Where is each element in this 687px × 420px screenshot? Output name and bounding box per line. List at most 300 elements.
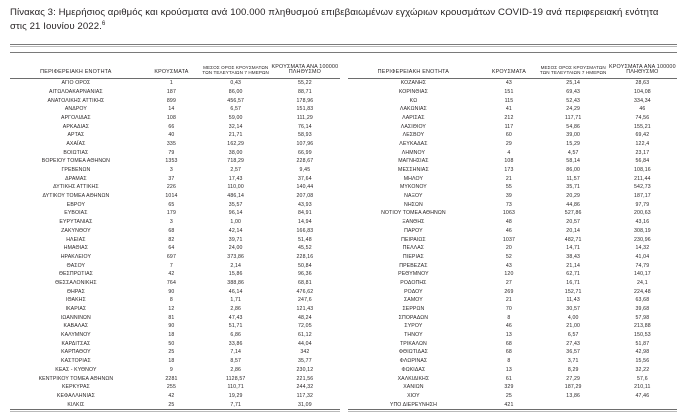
cell-region: ΕΥΒΟΙΑΣ <box>64 210 88 217</box>
table-row <box>10 96 340 105</box>
cell-cases: 4 <box>507 149 511 156</box>
cell-per100k: 476,62 <box>296 288 314 295</box>
cell-cases: 8 <box>507 314 511 321</box>
table-row <box>348 78 678 87</box>
cell-avg7: 24,00 <box>228 245 243 252</box>
cell-per100k: 117,32 <box>296 392 314 399</box>
cell-avg7: 20,57 <box>566 219 581 226</box>
table-row <box>10 174 340 183</box>
cell-cases: 25 <box>142 400 201 409</box>
cell-region: ΔΥΤΙΚΟΥ ΤΟΜΕΑ ΑΘΗΝΩΝ <box>42 193 110 200</box>
cell-cases: 13 <box>505 366 512 373</box>
table-row <box>10 357 340 366</box>
cell-region: ΦΩΚΙΔΑΣ <box>401 366 426 373</box>
cell-per100k: 308,19 <box>633 227 651 234</box>
table-row <box>348 366 678 375</box>
cell-region: ΑΙΤΩΛΟΑΚΑΡΝΑΝΙΑΣ <box>49 88 103 95</box>
cell-region: ΡΕΘΥΜΝΟΥ <box>398 271 429 278</box>
cell-per100k: 178,96 <box>296 97 314 104</box>
cell-per100k: 41,04 <box>635 253 650 260</box>
cell-avg7: 13,86 <box>566 392 581 399</box>
cell-per100k: 48,24 <box>298 314 312 321</box>
cell-avg7: 0,43 <box>230 80 242 87</box>
table-row <box>348 383 678 392</box>
cell-cases: 64 <box>168 245 175 252</box>
table-row <box>10 392 340 401</box>
cell-avg7 <box>539 400 608 409</box>
cell-region: ΗΜΑΘΙΑΣ <box>63 245 89 252</box>
cell-cases: 179 <box>166 210 176 217</box>
cell-avg7: 42,14 <box>228 227 243 234</box>
cell-avg7: 2,86 <box>230 366 242 373</box>
cell-region: ΤΡΙΚΑΛΩΝ <box>399 340 427 347</box>
left-table-wrapper <box>10 58 344 412</box>
right-table-bottom-rule <box>348 410 678 412</box>
cell-cases: 27 <box>505 279 512 286</box>
table-row <box>348 261 678 270</box>
rule-second <box>10 52 677 53</box>
cell-cases: 82 <box>168 236 175 243</box>
cell-avg7: 2,86 <box>230 306 242 313</box>
cell-cases: 8 <box>507 358 511 365</box>
left-data-table <box>10 58 340 410</box>
cell-avg7: 30,57 <box>566 306 581 313</box>
cell-avg7: 4,57 <box>567 149 579 156</box>
cell-cases: 329 <box>504 384 514 391</box>
cell-cases: 68 <box>168 227 175 234</box>
right-table-header <box>348 58 678 79</box>
table-row <box>348 313 678 322</box>
cell-avg7: 54,86 <box>566 123 581 130</box>
cell-avg7: 51,71 <box>228 323 243 330</box>
cell-region: ΑΧΑΪΑΣ <box>66 140 86 147</box>
cell-avg7: 86,00 <box>566 167 581 174</box>
cell-per100k: 244,32 <box>296 384 314 391</box>
cell-avg7: 15,86 <box>228 271 243 278</box>
cell-cases: 81 <box>168 314 175 321</box>
cell-region: ΔΡΑΜΑΣ <box>65 175 87 182</box>
table-row <box>348 235 678 244</box>
cell-region: ΘΕΣΠΡΩΤΙΑΣ <box>58 271 93 278</box>
cell-cases: 18 <box>168 332 175 339</box>
table-row <box>10 88 340 97</box>
table-row <box>348 400 678 409</box>
cell-region: ΛΑΡΙΣΑΣ <box>402 114 425 121</box>
cell-region: ΧΑΛΚΙΔΙΚΗΣ <box>397 375 430 382</box>
cell-region: ΞΑΝΘΗΣ <box>402 219 425 226</box>
cell-region: ΚΕΝΤΡΙΚΟΥ ΤΟΜΕΑ ΑΘΗΝΩΝ <box>38 375 114 382</box>
cell-avg7: 24,29 <box>566 106 581 113</box>
table-row <box>10 192 340 201</box>
cell-per100k: 207,08 <box>296 193 314 200</box>
cell-per100k: 43,93 <box>298 201 312 208</box>
cell-avg7: 35,71 <box>566 184 581 191</box>
cell-avg7: 59,00 <box>228 114 243 121</box>
cell-avg7: 39,71 <box>228 236 243 243</box>
cell-cases: 20 <box>505 245 512 252</box>
cell-avg7: 21,14 <box>566 262 581 269</box>
cell-cases: 55 <box>505 184 512 191</box>
cell-avg7: 456,57 <box>227 97 245 104</box>
header-avg7-line1: ΜΕΣΟΣ ΟΡΟΣ ΚΡΟΥΣΜΑΤΩΝ <box>203 64 269 70</box>
cell-cases: 12 <box>168 306 175 313</box>
cell-per100k: 14,32 <box>635 245 650 252</box>
cell-cases: 52 <box>505 253 512 260</box>
header-per100k-line1: ΚΡΟΥΣΜΑΤΑ ΑΝΑ 100000 <box>271 63 339 70</box>
cell-per100k: 74,79 <box>635 262 650 269</box>
cell-region: ΛΑΚΩΝΙΑΣ <box>399 106 427 113</box>
cell-avg7: 7,71 <box>201 400 270 409</box>
cell-region: ΒΟΡΕΙΟΥ ΤΟΜΕΑ ΑΘΗΝΩΝ <box>41 158 111 165</box>
cell-cases: 3 <box>169 219 173 226</box>
cell-cases: 73 <box>505 201 512 208</box>
cell-cases: 1353 <box>165 158 178 165</box>
table-row <box>348 88 678 97</box>
header-avg7-line1: ΜΕΣΟΣ ΟΡΟΣ ΚΡΟΥΣΜΑΤΩΝ <box>540 64 606 70</box>
cell-avg7: 14,71 <box>566 245 581 252</box>
cell-avg7: 187,29 <box>564 384 582 391</box>
cell-per100k: 69,42 <box>635 132 650 139</box>
table-row <box>10 244 340 253</box>
cell-cases: 117 <box>504 123 514 130</box>
cell-region: ΚΟΖΑΝΗΣ <box>400 80 427 87</box>
cell-cases: 50 <box>168 340 175 347</box>
cell-avg7: 4,00 <box>567 314 579 321</box>
table-row <box>348 96 678 105</box>
cell-cases: 61 <box>505 375 512 382</box>
cell-per100k: 76,14 <box>298 123 312 130</box>
cell-avg7: 1,71 <box>230 297 242 304</box>
table-row <box>348 253 678 262</box>
cell-avg7: 6,57 <box>230 106 242 113</box>
header-avg7 <box>201 58 270 79</box>
cell-region: ΠΙΕΡΙΑΣ <box>402 253 424 260</box>
cell-region: ΙΚΑΡΙΑΣ <box>65 306 87 313</box>
cell-per100k: 44,04 <box>298 340 312 347</box>
cell-per100k: 122,4 <box>635 140 650 147</box>
cell-avg7: 110,00 <box>227 184 244 191</box>
table-row <box>10 131 340 140</box>
cell-per100k: 228,67 <box>296 158 314 165</box>
tables-container <box>10 58 677 412</box>
cell-cases: 66 <box>168 123 175 130</box>
cell-cases: 37 <box>168 175 175 182</box>
cell-avg7: 388,86 <box>227 279 245 286</box>
cell-region: ΚΕΦΑΛΛΗΝΙΑΣ <box>56 392 95 399</box>
right-data-table <box>348 58 678 410</box>
cell-avg7: 117,71 <box>564 114 582 121</box>
cell-region: ΝΗΣΩΝ <box>403 201 423 208</box>
cell-avg7: 11,43 <box>566 297 580 304</box>
cell-cases: 48 <box>505 219 512 226</box>
cell-region: ΚΑΛΥΜΝΟΥ <box>61 332 91 339</box>
cell-cases: 335 <box>166 140 176 147</box>
cell-cases: 1014 <box>165 193 178 200</box>
cell-avg7: 486,14 <box>227 193 245 200</box>
cell-per100k: 56,84 <box>635 158 650 165</box>
cell-per100k: 187,17 <box>633 193 651 200</box>
cell-region: ΘΑΣΟΥ <box>66 262 86 269</box>
cell-cases: 212 <box>504 114 514 121</box>
cell-avg7: 6,57 <box>567 332 579 339</box>
table-row <box>10 366 340 375</box>
cell-region: ΑΡΓΟΛΙΔΑΣ <box>61 114 91 121</box>
cell-per100k: 210,11 <box>634 384 651 391</box>
cell-avg7: 27,29 <box>566 375 581 382</box>
table-row <box>10 78 340 87</box>
cell-per100k: 51,87 <box>635 340 650 347</box>
cell-per100k: 74,56 <box>635 114 650 121</box>
cell-region: ΙΘΑΚΗΣ <box>65 297 86 304</box>
table-row <box>10 270 340 279</box>
cell-avg7: 8,57 <box>230 358 242 365</box>
header-cases: ΚΡΟΥΣΜΑΤΑ <box>479 58 538 79</box>
header-region: ΠΕΡΙΦΕΡΕΙΑΚΗ ΕΝΟΤΗΤΑ <box>10 58 142 79</box>
cell-region: ΑΡΤΑΣ <box>67 132 85 139</box>
cell-cases: 21 <box>505 175 512 182</box>
cell-region: ΔΥΤΙΚΗΣ ΑΤΤΙΚΗΣ <box>53 184 99 191</box>
cell-region: ΑΡΚΑΔΙΑΣ <box>62 123 90 130</box>
cell-region: ΠΕΛΛΑΣ <box>402 245 425 252</box>
cell-per100k: 200,63 <box>633 210 651 217</box>
cell-region: ΒΟΙΩΤΙΑΣ <box>63 149 89 156</box>
table-row <box>348 270 678 279</box>
table-row <box>10 383 340 392</box>
cell-cases: 79 <box>168 149 175 156</box>
cell-cases: 269 <box>504 288 514 295</box>
cell-avg7: 19,29 <box>228 392 243 399</box>
cell-per100k: 58,93 <box>298 132 312 139</box>
cell-region: ΛΕΥΚΑΔΑΣ <box>399 140 428 147</box>
table-row <box>348 200 678 209</box>
cell-cases: 151 <box>504 88 514 95</box>
cell-region: ΧΙΟΥ <box>407 392 420 399</box>
table-row <box>348 348 678 357</box>
cell-cases: 70 <box>505 306 512 313</box>
cell-region: ΛΕΣΒΟΥ <box>402 132 425 139</box>
cell-region: ΜΑΓΝΗΣΙΑΣ <box>398 158 429 165</box>
cell-per100k: 35,77 <box>298 358 312 365</box>
cell-per100k: 166,83 <box>296 227 314 234</box>
table-row <box>10 122 340 131</box>
cell-avg7: 11,57 <box>566 175 580 182</box>
cell-avg7: 6,86 <box>230 332 242 339</box>
cell-per100k: 63,68 <box>635 297 650 304</box>
cell-cases: 226 <box>166 184 176 191</box>
cell-region: ΕΥΡΥΤΑΝΙΑΣ <box>59 219 93 226</box>
cell-cases: 18 <box>168 358 175 365</box>
cell-per100k: 37,64 <box>298 175 312 182</box>
cell-per100k: 247,6 <box>298 297 312 304</box>
cell-per100k: 61,12 <box>298 332 312 339</box>
cell-avg7: 62,71 <box>566 271 581 278</box>
cell-avg7: 35,57 <box>228 201 243 208</box>
cell-per100k: 42,98 <box>635 349 650 356</box>
cell-avg7: 47,43 <box>228 314 243 321</box>
cell-cases: 25 <box>168 349 175 356</box>
cell-region: ΚΙΛΚΙΣ <box>10 400 142 409</box>
cell-per100k: 334,34 <box>633 97 651 104</box>
cell-avg7: 162,29 <box>227 140 245 147</box>
cell-avg7: 15,29 <box>566 140 581 147</box>
table-row <box>348 322 678 331</box>
cell-region: ΤΗΝΟΥ <box>404 332 423 339</box>
cell-cases: 255 <box>166 384 176 391</box>
cell-cases: 60 <box>505 132 512 139</box>
cell-region: ΑΝΔΡΟΥ <box>64 106 87 113</box>
cell-avg7: 8,29 <box>567 366 579 373</box>
header-per100k-line1: ΚΡΟΥΣΜΑΤΑ ΑΝΑ 100000 <box>609 63 676 70</box>
cell-per100k: 32,22 <box>635 366 650 373</box>
right-table-wrapper <box>344 58 678 412</box>
cell-cases: 1037 <box>502 236 516 243</box>
header-per100k <box>270 58 339 79</box>
cell-per100k: 121,43 <box>296 306 314 313</box>
cell-per100k: 342 <box>300 349 310 356</box>
cell-region: ΘΕΣΣΑΛΟΝΙΚΗΣ <box>55 279 97 286</box>
table-row <box>348 131 678 140</box>
cell-region: ΠΑΡΟΥ <box>404 227 423 234</box>
table-row <box>348 357 678 366</box>
table-row <box>348 105 678 114</box>
cell-cases: 43 <box>505 80 512 87</box>
table-row <box>10 296 340 305</box>
cell-region: ΘΗΡΑΣ <box>66 288 85 295</box>
cell-avg7: 20,14 <box>566 227 581 234</box>
cell-region: ΚΑΣΤΟΡΙΑΣ <box>61 358 91 365</box>
cell-per100k: 107,96 <box>296 140 314 147</box>
table-row <box>348 209 678 218</box>
cell-region: ΙΩΑΝΝΙΝΩΝ <box>60 314 91 321</box>
cell-per100k: 108,16 <box>633 167 651 174</box>
table-row <box>348 192 678 201</box>
table-row <box>10 140 340 149</box>
cell-per100k: 104,08 <box>633 88 651 95</box>
cell-region: ΣΕΡΡΩΝ <box>402 306 425 313</box>
cell-avg7: 1128,57 <box>225 375 246 382</box>
cell-region: ΚΟΡΙΝΘΙΑΣ <box>398 88 428 95</box>
cell-per100k: 140,17 <box>633 271 651 278</box>
caption-rules <box>10 43 677 55</box>
cell-per100k: 45,52 <box>298 245 312 252</box>
cell-per100k: 31,09 <box>270 400 339 409</box>
cell-per100k: 47,46 <box>635 392 650 399</box>
table-row <box>348 148 678 157</box>
header-row <box>10 58 340 79</box>
cell-cases: 1 <box>169 80 173 87</box>
cell-per100k: 140,44 <box>296 184 314 191</box>
cell-region: ΣΥΡΟΥ <box>404 323 423 330</box>
cell-region: ΦΘΙΩΤΙΔΑΣ <box>398 349 428 356</box>
cell-avg7: 373,86 <box>227 253 245 260</box>
table-row <box>10 114 340 123</box>
table-row <box>348 392 678 401</box>
cell-avg7: 46,14 <box>228 288 243 295</box>
cell-avg7: 38,43 <box>566 253 581 260</box>
cell-cases: 42 <box>168 392 175 399</box>
table-row <box>348 279 678 288</box>
table-row <box>348 122 678 131</box>
cell-per100k: 9,45 <box>299 167 311 174</box>
table-row <box>348 114 678 123</box>
header-avg7-line2: ΤΩΝ ΤΕΛΕΥΤΑΙΩΝ 7 ΗΜΕΡΩΝ <box>202 70 269 76</box>
table-row <box>10 348 340 357</box>
header-avg7-line2: ΤΩΝ ΤΕΛΕΥΤΑΙΩΝ 7 ΗΜΕΡΩΝ <box>539 70 607 76</box>
left-table-header <box>10 58 340 79</box>
cell-avg7: 527,86 <box>564 210 582 217</box>
cell-region: ΓΡΕΒΕΝΩΝ <box>61 167 91 174</box>
cell-cases: 42 <box>168 271 175 278</box>
table-row <box>10 253 340 262</box>
cell-cases: 108 <box>166 114 176 121</box>
cell-per100k: 39,68 <box>635 306 650 313</box>
cell-per100k: 230,12 <box>296 366 314 373</box>
cell-region: ΦΛΩΡΙΝΑΣ <box>399 358 428 365</box>
cell-per100k: 88,71 <box>298 88 312 95</box>
cell-per100k: 221,56 <box>296 375 314 382</box>
cell-per100k: 43,16 <box>635 219 650 226</box>
table-row <box>10 235 340 244</box>
cell-cases: 68 <box>505 349 512 356</box>
table-row <box>348 244 678 253</box>
cell-cases: 29 <box>505 140 512 147</box>
cell-avg7: 39,00 <box>566 132 581 139</box>
cell-cases: 173 <box>504 167 514 174</box>
cell-per100k: 28,63 <box>635 80 650 87</box>
cell-avg7: 86,00 <box>228 88 243 95</box>
cell-region: ΚΕΡΚΥΡΑΣ <box>61 384 90 391</box>
cell-per100k: 15,56 <box>635 358 650 365</box>
cell-avg7: 1,00 <box>230 219 242 226</box>
cell-avg7: 110,71 <box>227 384 244 391</box>
cell-avg7: 36,57 <box>566 349 581 356</box>
table-row <box>10 148 340 157</box>
cell-per100k: 155,21 <box>633 123 651 130</box>
cell-per100k: 224,48 <box>633 288 651 295</box>
header-cases: ΚΡΟΥΣΜΑΤΑ <box>142 58 201 79</box>
cell-cases: 65 <box>168 201 175 208</box>
left-table-body <box>10 78 340 409</box>
cell-avg7: 3,71 <box>567 358 579 365</box>
cell-cases: 68 <box>505 340 512 347</box>
table-row <box>348 218 678 227</box>
cell-cases: 46 <box>505 323 512 330</box>
cell-region: ΥΠΟ ΔΙΕΡΕΥΝΗΣΗ <box>348 400 480 409</box>
cell-cases: 13 <box>505 332 512 339</box>
cell-avg7: 27,43 <box>566 340 581 347</box>
cell-region: ΖΑΚΥΝΘΟΥ <box>61 227 91 234</box>
cell-cases: 43 <box>505 262 512 269</box>
table-row <box>348 339 678 348</box>
cell-cases: 9 <box>169 366 173 373</box>
cell-per100k: 213,88 <box>633 323 651 330</box>
cell-per100k: 57,98 <box>635 314 650 321</box>
cell-region: ΡΟΔΟΠΗΣ <box>400 279 427 286</box>
table-row <box>348 157 678 166</box>
header-per100k-line2: ΠΛΗΘΥΣΜΟ <box>288 69 322 76</box>
table-row <box>348 305 678 314</box>
cell-avg7: 25,14 <box>566 80 581 87</box>
cell-cases: 46 <box>505 227 512 234</box>
left-table-bottom-rule <box>10 410 340 412</box>
table-row <box>348 140 678 149</box>
table-row <box>10 400 340 409</box>
cell-per100k: 228,16 <box>296 253 314 260</box>
cell-per100k: 14,94 <box>298 219 312 226</box>
cell-per100k: 542,73 <box>633 184 651 191</box>
table-row <box>10 166 340 175</box>
cell-region: ΛΗΜΝΟΥ <box>401 149 426 156</box>
